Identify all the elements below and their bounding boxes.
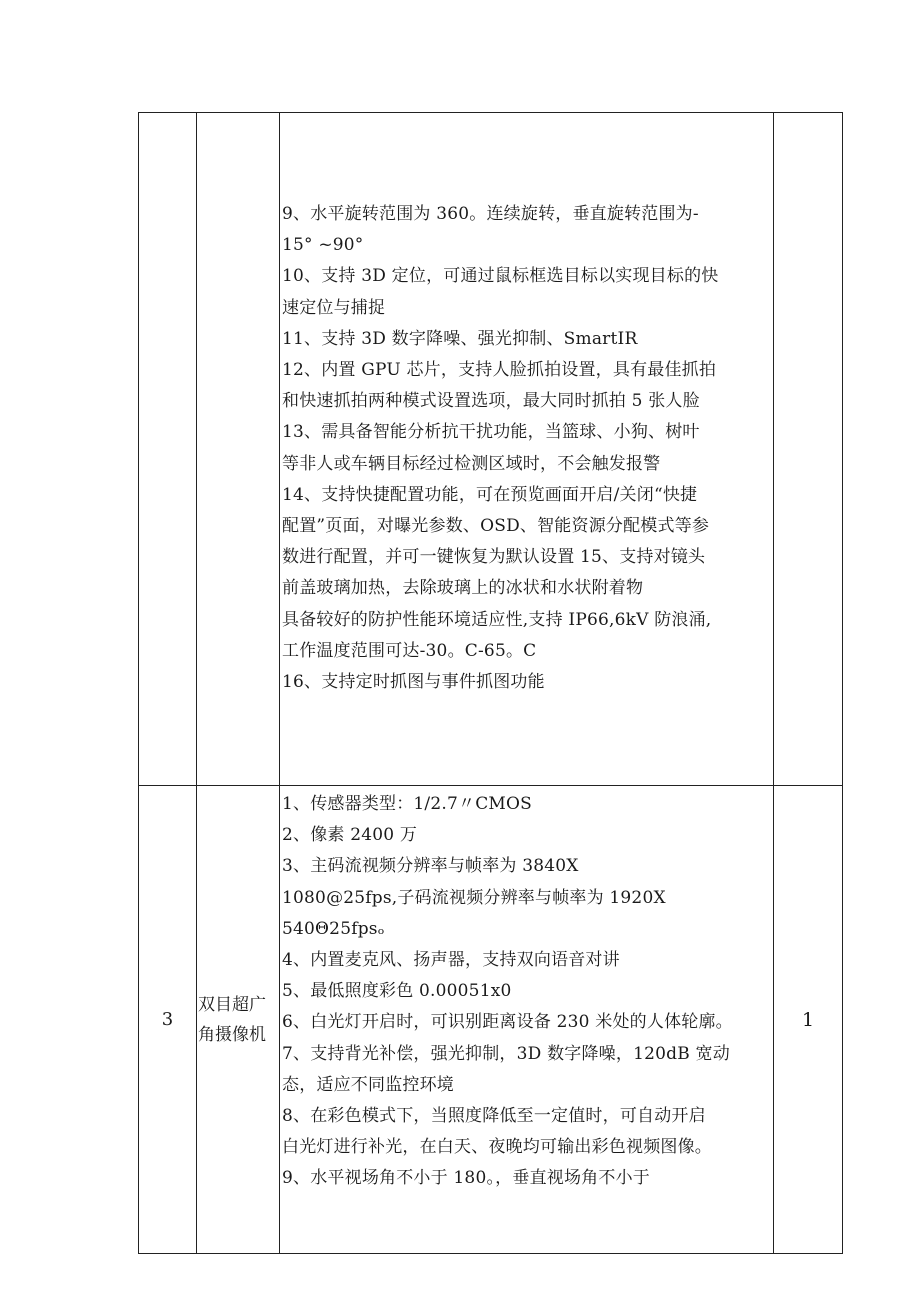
spec-line: 7、支持背光补偿，强光抑制，3D 数字降噪，120dB 宽动 (282, 1043, 730, 1064)
spec-line: 5、最低照度彩色 0.00051x0 (282, 981, 512, 1002)
quantity-cell (774, 786, 843, 1254)
table-row (139, 113, 843, 786)
spec-line: 工作温度范围可达-30。C-65。C (282, 640, 537, 661)
spec-line: 13、需具备智能分析抗干扰功能，当篮球、小狗、树叶 (282, 422, 700, 443)
spec-line: 1080@25fps,子码流视频分辨率与帧率为 1920X (282, 887, 666, 908)
index-cell (139, 786, 197, 1254)
index-text: 3 (161, 1009, 174, 1030)
spec-line: 11、支持 3D 数字降噪、强光抑制、SmartIR (282, 328, 638, 349)
spec-line: 14、支持快捷配置功能，可在预览画面开启/关闭“快捷 (282, 484, 698, 505)
index-cell (139, 113, 197, 786)
spec-line: 6、白光灯开启时，可识别距离设备 230 米处的人体轮廓。 (282, 1012, 733, 1033)
product-name-line: 双目超广 (198, 994, 266, 1015)
spec-line: 3、主码流视频分辨率与帧率为 3840X (282, 856, 579, 877)
name-cell (197, 786, 280, 1254)
spec-line: 8、在彩色模式下，当照度降低至一定值时，可自动开启 (282, 1106, 706, 1127)
spec-line: 12、内置 GPU 芯片，支持人脸抓拍设置，具有最佳抓拍 (282, 360, 717, 381)
spec-table (138, 112, 843, 1254)
table-row (139, 786, 843, 1254)
product-name-line: 角摄像机 (198, 1024, 266, 1045)
name-cell (197, 113, 280, 786)
spec-line: 9、水平视场角不小于 180。，垂直视场角不小于 (282, 1168, 650, 1189)
spec-line: 前盖玻璃加热，去除玻璃上的冰状和水状附着物 (282, 578, 644, 599)
spec-line: 速定位与捕捉 (282, 297, 386, 318)
spec-line: 540Θ25fpsₒ (282, 918, 385, 939)
spec-line: 具备较好的防护性能环境适应性,支持 IP66,6kV 防浪涌, (282, 609, 712, 630)
spec-line: 9、水平旋转范围为 360。连续旋转，垂直旋转范围为- (282, 204, 699, 224)
spec-line: 等非人或车辆目标经过检测区域时，不会触发报警 (282, 453, 661, 474)
spec-line: 和快速抓拍两种模式设置选项，最大同时抓拍 5 张人脸 (282, 391, 700, 412)
spec-line: 白光灯进行补光，在白天、夜晚均可输出彩色视频图像。 (282, 1137, 712, 1158)
spec-line: 数进行配置，并可一键恢复为默认设置 15、支持对镜头 (282, 547, 706, 568)
spec-line: 16、支持定时抓图与事件抓图功能 (282, 672, 545, 693)
spec-cell (280, 786, 774, 1254)
spec-line: 15° ~90° (282, 235, 364, 256)
spec-line: 1、传感器类型：1/2.7〃CMOS (282, 794, 532, 814)
spec-line: 10、支持 3D 定位，可通过鼠标框选目标以实现目标的快 (282, 266, 719, 287)
quantity-text: 1 (801, 1008, 815, 1031)
spec-cell (280, 113, 774, 786)
quantity-cell (774, 113, 843, 786)
spec-line: 配置”页面，对曝光参数、OSD、智能资源分配模式等参 (282, 516, 710, 537)
spec-line: 4、内置麦克风、扬声器，支持双向语音对讲 (282, 950, 620, 971)
spec-line: 2、像素 2400 万 (282, 825, 418, 846)
spec-line: 态，适应不同监控环境 (282, 1074, 454, 1095)
